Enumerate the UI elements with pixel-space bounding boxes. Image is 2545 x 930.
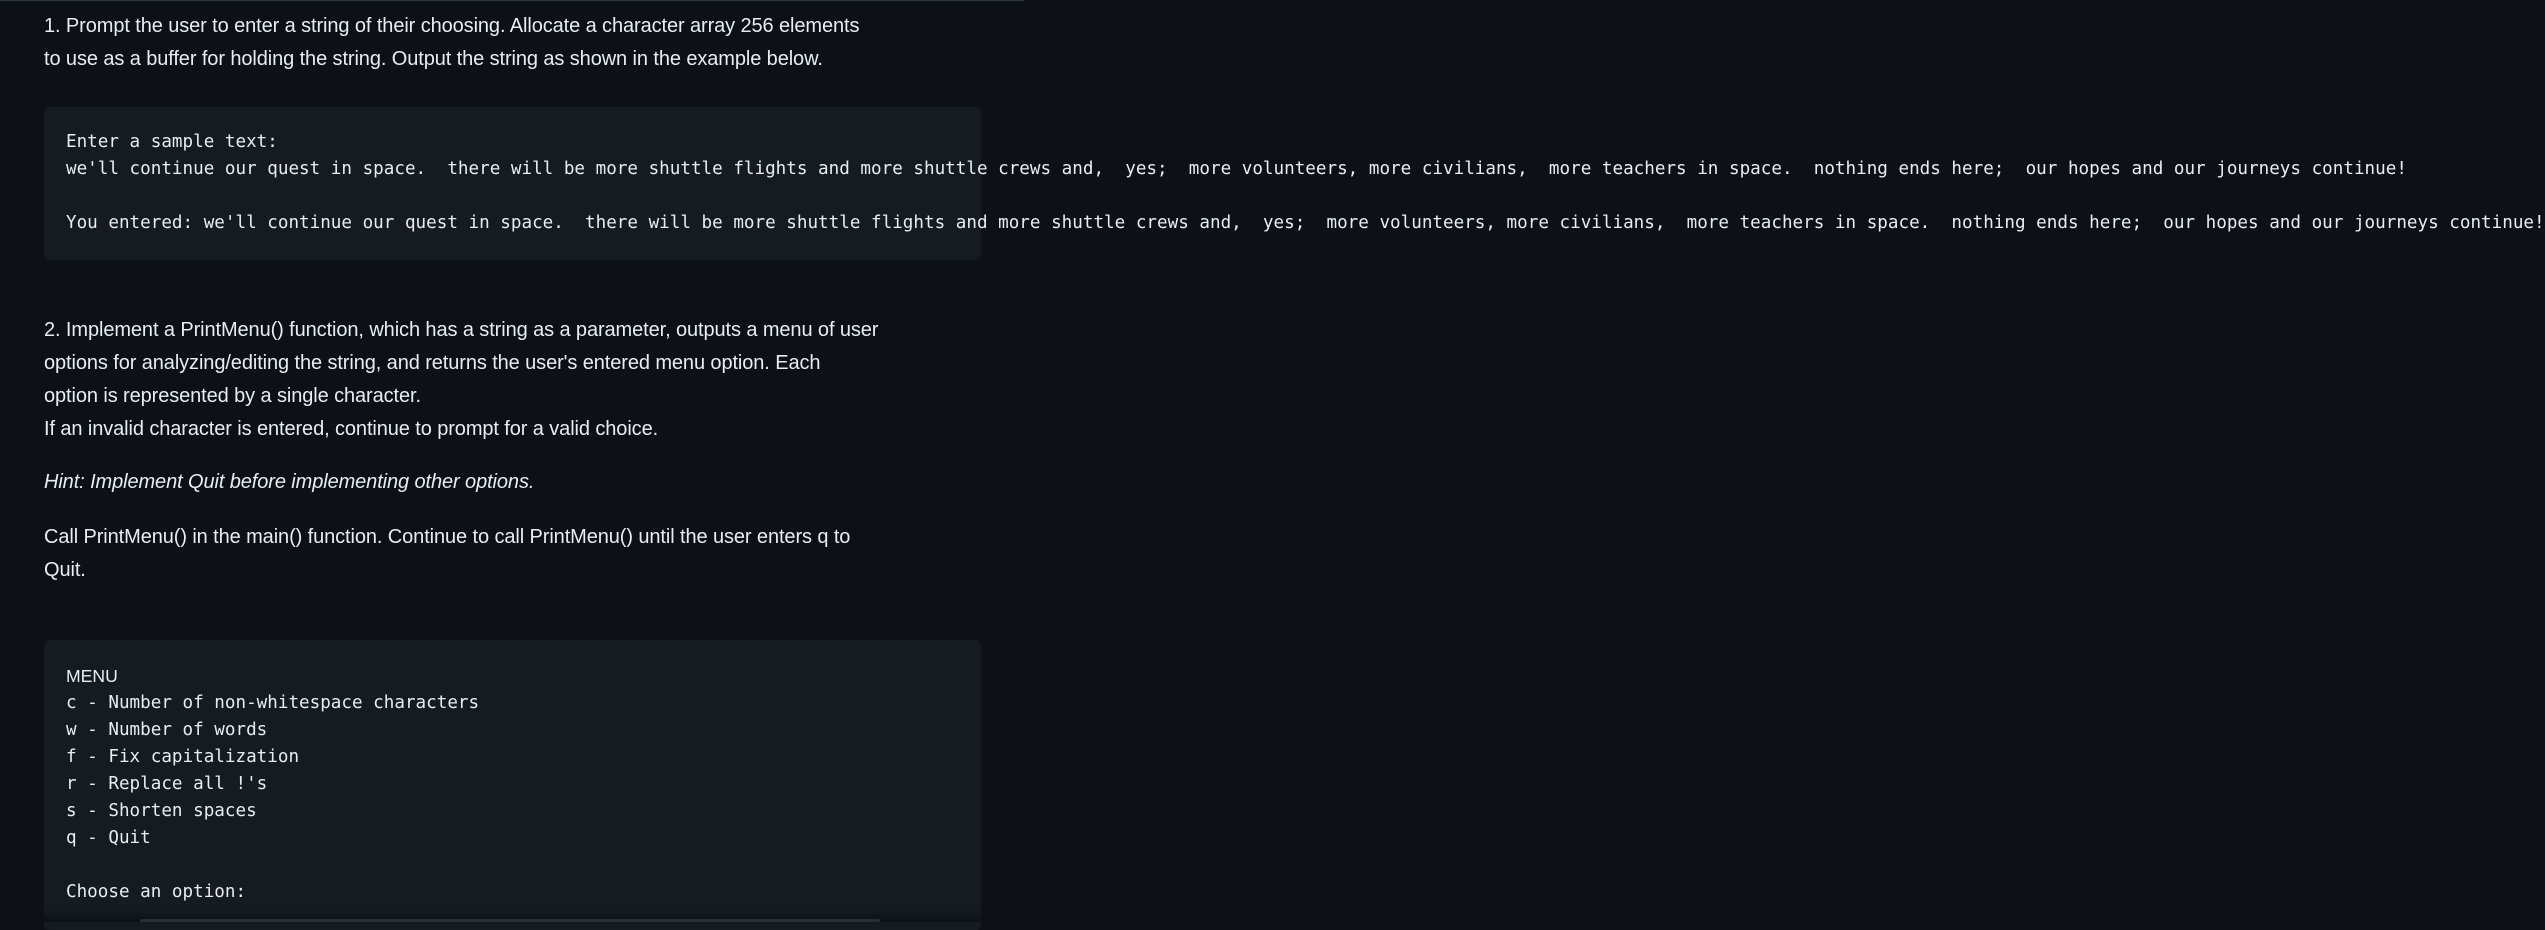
code-line: Enter a sample text: xyxy=(66,132,278,152)
step1-line: to use as a buffer for holding the string. Output the string as shown in the example below. xyxy=(44,48,823,70)
menu-item: r - Replace all !'s xyxy=(66,774,268,794)
example-output-code-block xyxy=(44,107,2545,260)
step2-line: option is represented by a single character. xyxy=(44,385,421,407)
menu-item: c - Number of non-whitespace characters xyxy=(66,693,480,713)
step1-paragraph xyxy=(44,10,859,76)
step2-line: If an invalid character is entered, continue to prompt for a valid choice. xyxy=(44,418,659,440)
call-line: Quit. xyxy=(44,559,86,581)
menu-item: w - Number of words xyxy=(66,720,268,740)
menu-item: s - Shorten spaces xyxy=(66,801,257,821)
code-line: we'll continue our quest in space. there will be more shuttle flights and more shuttle crews and, yes; more volunteers, more civilians, more teachers in space. nothing ends here; our hopes and our journeys continue! xyxy=(66,159,2407,179)
menu-item: f - Fix capitalization xyxy=(66,747,300,767)
top-divider xyxy=(0,0,1024,1)
menu-blank-line xyxy=(66,852,981,879)
step2-line: options for analyzing/editing the string, and returns the user's entered menu option. Each xyxy=(44,352,821,374)
step1-line: 1. Prompt the user to enter a string of their choosing. Allocate a character array 256 elements xyxy=(44,15,860,37)
code-line: You entered: we'll continue our quest in space. there will be more shuttle flights and more shuttle crews and, yes; more volunteers, more civilians, more teachers in space. nothing ends here; our hopes and our journeys continue! xyxy=(66,213,2545,233)
menu-prompt: Choose an option: xyxy=(66,882,247,902)
step2-line: 2. Implement a PrintMenu() function, which has a string as a parameter, outputs a menu of user xyxy=(44,319,879,341)
hint-text: Hint: Implement Quit before implementing other options. xyxy=(44,471,535,493)
horizontal-scrollbar[interactable] xyxy=(140,919,880,922)
call-paragraph xyxy=(44,521,850,587)
menu-code-block xyxy=(44,640,981,930)
call-line: Call PrintMenu() in the main() function. Continue to call PrintMenu() until the user enters q to xyxy=(44,526,851,548)
menu-title: MENU xyxy=(66,666,118,686)
step2-paragraph xyxy=(44,314,878,446)
menu-item: q - Quit xyxy=(66,828,151,848)
code-line xyxy=(66,183,981,210)
